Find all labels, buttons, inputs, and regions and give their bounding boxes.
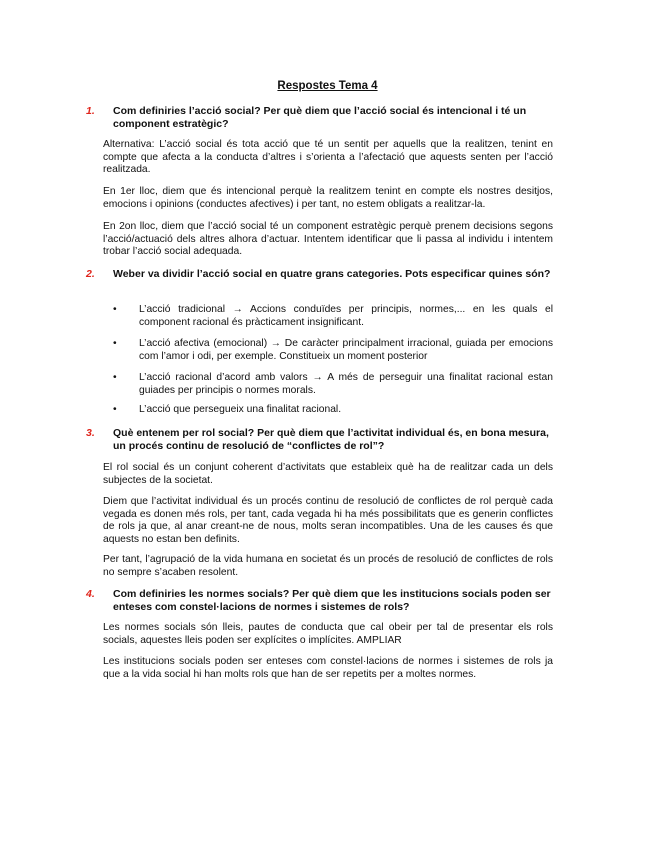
paragraph-2: En 1er lloc, diem que és intencional perquè la realitzem tenint en compte els nostres desitjos, emocions i opinions (conductes afectives) i per tant, no estem obligats a realitzar-la. bbox=[103, 186, 553, 210]
page-title: Respostes Tema 4 bbox=[277, 80, 378, 92]
bullet-mark: • bbox=[113, 372, 117, 383]
paragraph-7: Les normes socials són lleis, pautes de conducta que cal obeir per tal de presentar els rols socials, aquestes lleis poden ser explícites o implícites. AMPLIAR bbox=[103, 622, 553, 646]
bullet-text: L’acció afectiva (emocional) → De caràcter principalment irracional, guiada per emocions com l’amor i odi, per exemple. Constitueix un moment posterior bbox=[139, 338, 553, 362]
question-1 bbox=[86, 105, 553, 130]
paragraph-3: En 2on lloc, diem que l’acció social té un component estratègic perquè prenem decisions segons l’acció/actuació dels altres alhora d’actuar. Intentem identificar que li passa al individu i intentem trobar l’acció social adequada. bbox=[103, 221, 553, 257]
paragraph-1: Alternativa: L’acció social és tota acció que té un sentit per aquells que la realitzen, tenint en compte que afecta a la conducta d’altres i s’orienta a l’afectació que aquests senten per l’acció realitzada. bbox=[103, 139, 553, 175]
bullet-item bbox=[113, 338, 553, 363]
bullet-mark: • bbox=[113, 338, 117, 349]
question-1-number: 1. bbox=[86, 105, 95, 117]
question-3-number: 3. bbox=[86, 427, 95, 439]
question-1-text: Com definiries l’acció social? Per què diem que l’acció social és intencional i té un component estratègic? bbox=[113, 105, 527, 130]
question-4-text: Com definiries les normes socials? Per què diem que les institucions socials poden ser enteses com constel·lacions de normes i sistemes de rols? bbox=[113, 588, 551, 613]
question-4 bbox=[86, 588, 553, 613]
bullet-text: L’acció racional d’acord amb valors → A més de perseguir una finalitat racional estan guiades per principis o normes morals. bbox=[139, 372, 553, 396]
paragraph-8: Les institucions socials poden ser enteses com constel·lacions de normes i sistemes de rols ja que a la vida social hi han molts rols que han de ser repetits per a moltes normes. bbox=[103, 656, 553, 680]
bullet-text: L’acció que persegueix una finalitat racional. bbox=[139, 404, 342, 415]
bullet-item bbox=[113, 404, 553, 417]
paragraph-4: El rol social és un conjunt coherent d’activitats que estableix què ha de realitzar cada un dels subjectes de la societat. bbox=[103, 462, 553, 486]
bullet-item bbox=[113, 304, 553, 329]
question-2 bbox=[86, 268, 553, 281]
question-3 bbox=[86, 427, 553, 452]
question-2-number: 2. bbox=[86, 268, 95, 280]
question-2-text: Weber va dividir l’acció social en quatre grans categories. Pots especificar quines són? bbox=[113, 268, 551, 280]
bullet-mark: • bbox=[113, 304, 117, 315]
question-4-number: 4. bbox=[86, 588, 95, 600]
paragraph-5: Diem que l’activitat individual és un procés continu de resolució de conflictes de rol perquè cada vegada es donen més rols, per tant, cada vegada hi ha més possibilitats que es generin conflictes de rols ja que, al anar creant-ne de nous, molts seran incompatibles. Una de les causes és que aquests no estan ben definits. bbox=[103, 496, 553, 545]
question-3-text: Què entenem per rol social? Per què diem que l’activitat individual és, en bona mesura, un procés continu de resolució de “conflictes de rol”? bbox=[113, 427, 549, 452]
paragraph-6: Per tant, l’agrupació de la vida humana en societat és un procés de resolució de conflictes de rols no sempre s’acaben resolent. bbox=[103, 554, 553, 578]
bullet-text: L’acció tradicional → Accions conduïdes per principis, normes,... en les quals el component racional és pràcticament insignificant. bbox=[139, 304, 553, 328]
bullet-item bbox=[113, 372, 553, 397]
bullet-mark: • bbox=[113, 404, 117, 415]
